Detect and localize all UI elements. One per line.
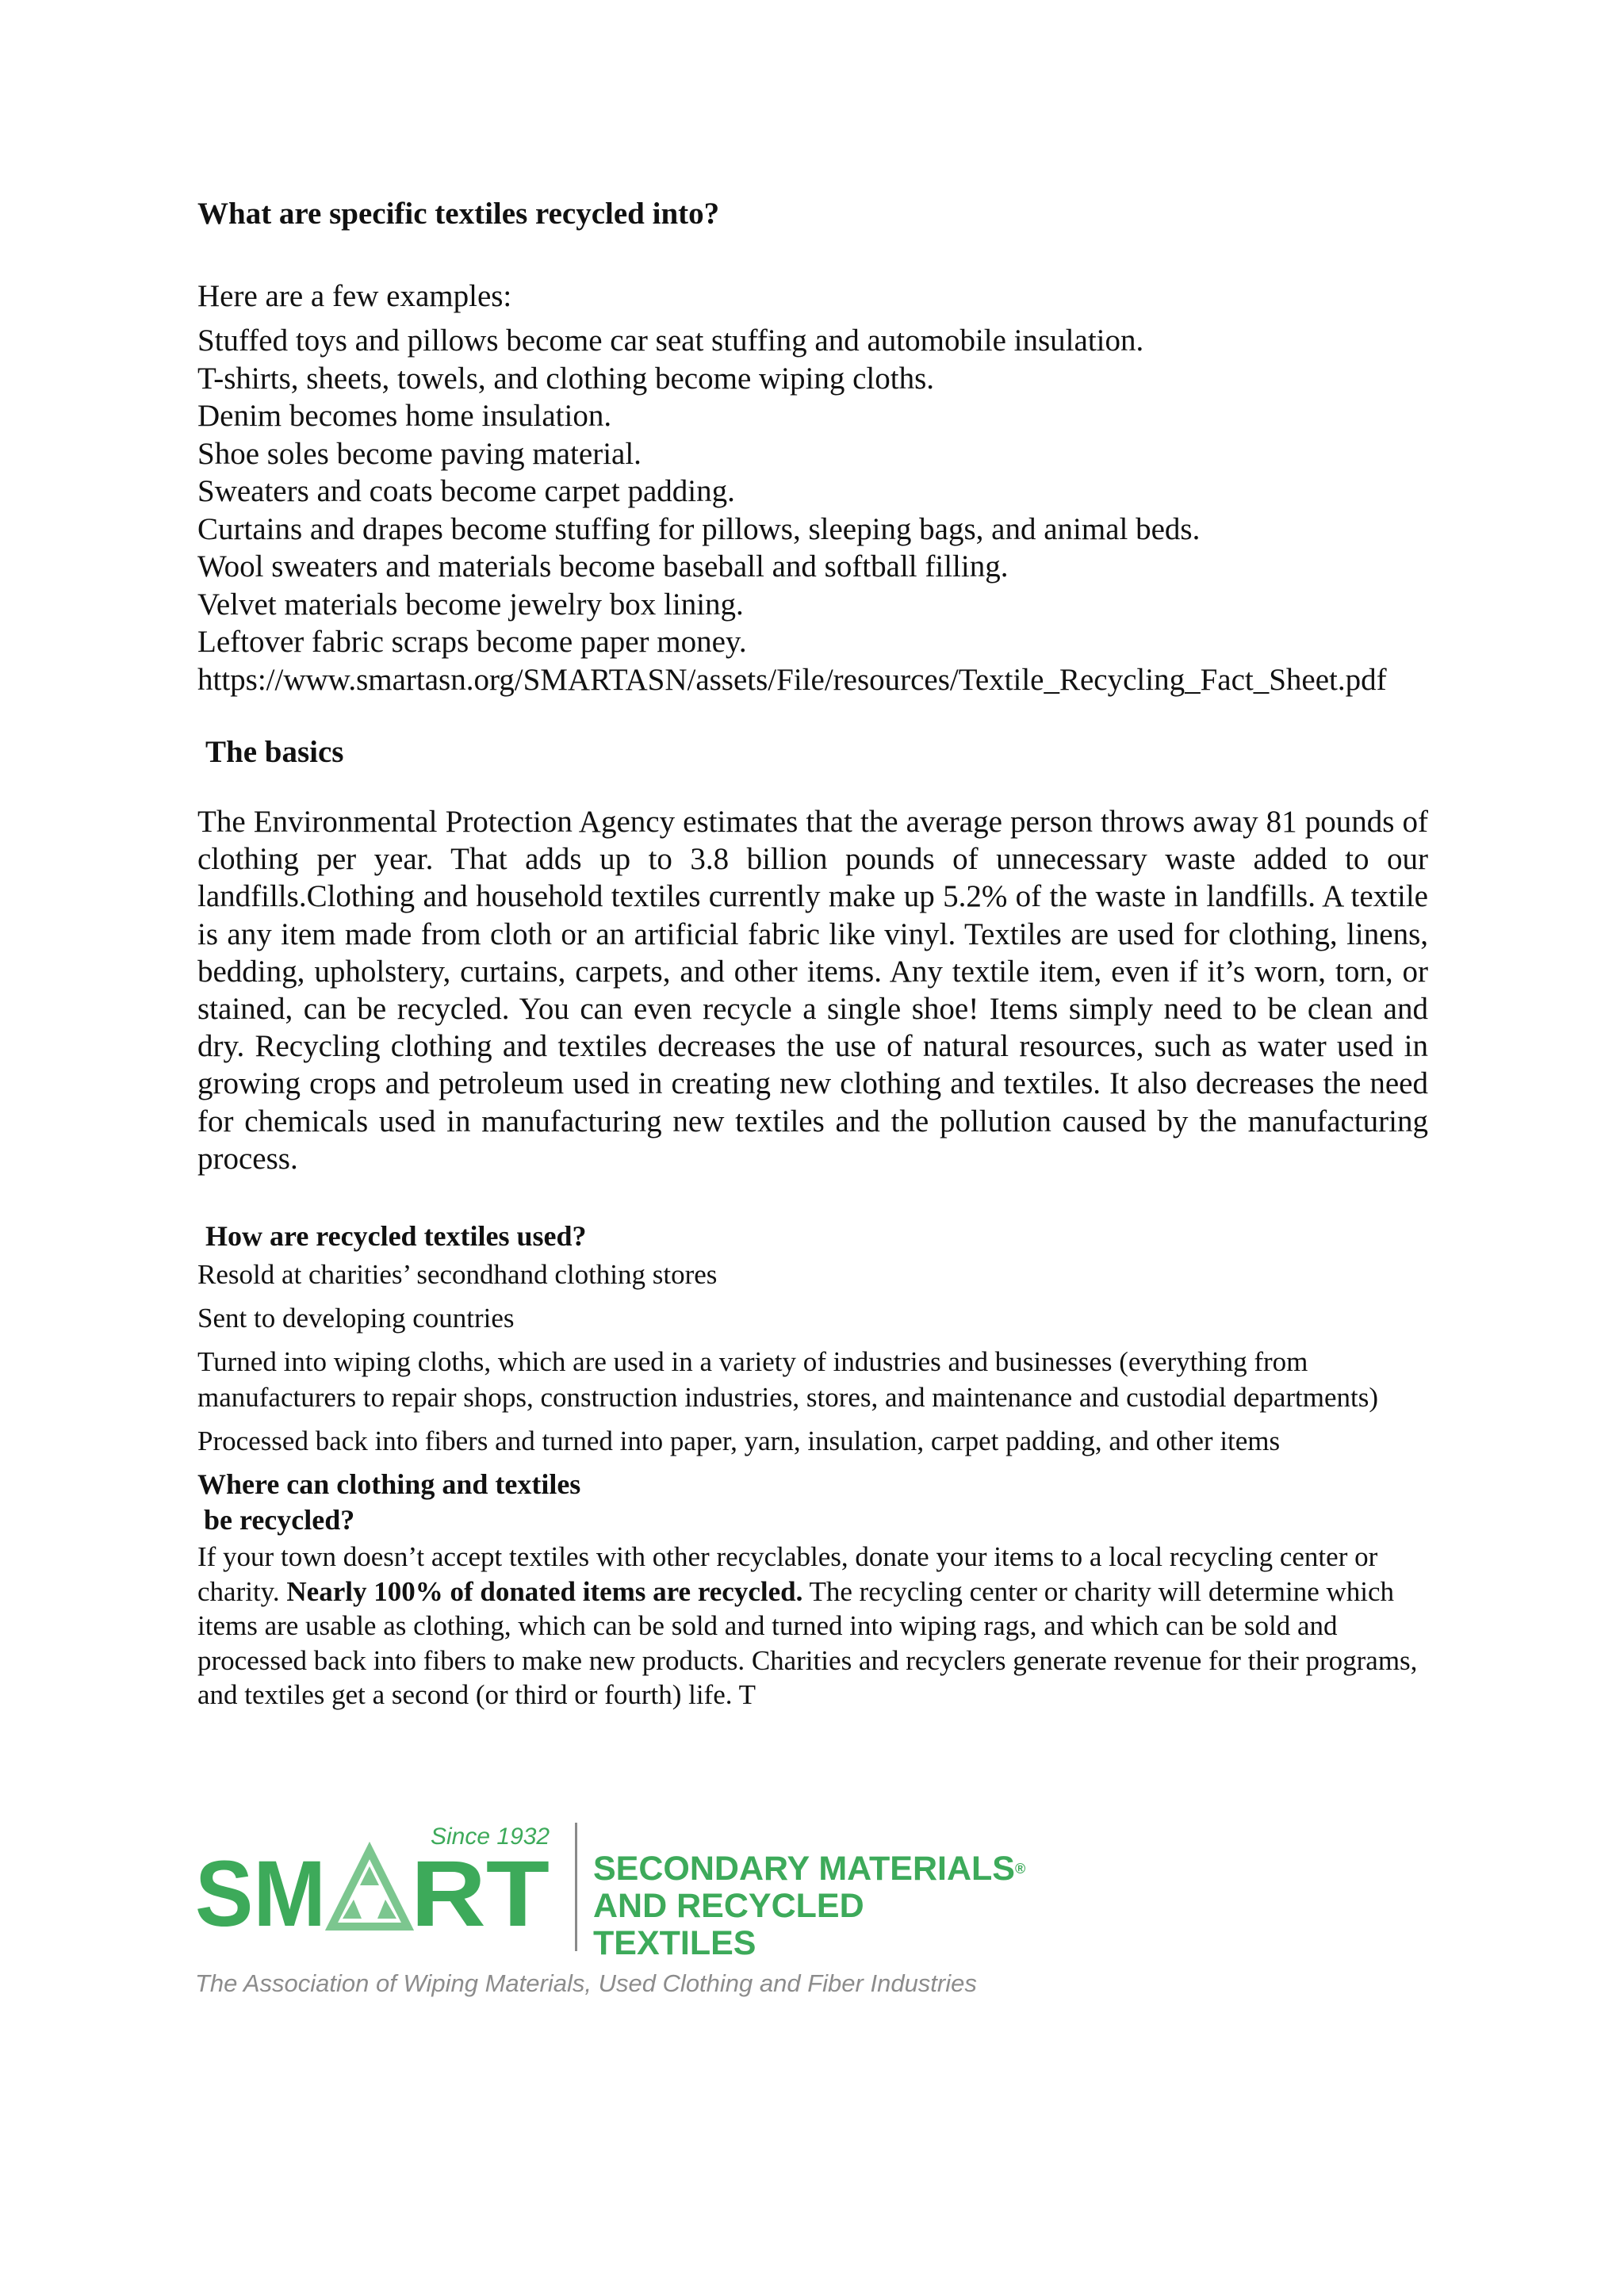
used-heading: How are recycled textiles used?	[205, 1220, 587, 1253]
list-item: Shoe soles become paving material.	[197, 436, 642, 471]
list-item: Processed back into fibers and turned into paper, yarn, insulation, carpet padding, and other items	[197, 1425, 1281, 1457]
examples-list	[197, 322, 1428, 661]
where-heading-line2: be recycled?	[204, 1504, 355, 1536]
source-link[interactable]: https://www.smartasn.org/SMARTASN/assets/File/resources/Textile_Recycling_Fact_Sheet.pdf	[197, 662, 1387, 697]
list-item: Stuffed toys and pillows become car seat stuffing and automobile insulation.	[197, 323, 1144, 358]
logo-divider	[575, 1823, 577, 1951]
logo-line1: SECONDARY MATERIALS®	[593, 1850, 1026, 1888]
logo-tagline: The Association of Wiping Materials, Used Clothing and Fiber Industries	[195, 1969, 977, 1997]
logo-wordmark	[593, 1850, 1036, 1962]
list-item: Wool sweaters and materials become baseball and softball filling.	[197, 549, 1009, 584]
where-paragraph	[197, 1540, 1428, 1712]
logo-sm-text: SM	[195, 1842, 326, 1946]
list-item: Turned into wiping cloths, which are used in a variety of industries and businesses (everything from manufacturers to repair shops, construction industries, stores, and maintenance and custodial departments)	[197, 1346, 1379, 1414]
where-heading	[197, 1467, 1428, 1538]
list-item: Leftover fabric scraps become paper money.	[197, 625, 747, 659]
logo-rt-text: RT	[411, 1842, 550, 1946]
uses-list	[197, 1257, 1428, 1459]
list-item: Denim becomes home insulation.	[197, 399, 612, 433]
where-text-end: The recycling center or charity will determine which items are usable as clothing, which can be sold and turned into wiping rags, and which can be sold and processed back into fibers to make new products. Charities and recyclers generate revenue for their programs, and textiles get a second (or third or fourth) life. T	[197, 1575, 1418, 1711]
logo-since-text: Since 1932	[431, 1823, 550, 1850]
intro-text: Here are a few examples:	[197, 279, 512, 313]
logo-line2: AND RECYCLED TEXTILES	[593, 1887, 864, 1962]
where-heading-line1: Where can clothing and textiles	[197, 1468, 581, 1501]
basics-paragraph: The Environmental Protection Agency estimates that the average person throws away 81 pounds of clothing per year. That adds up to 3.8 billion pounds of unnecessary waste added to our landfills.Clothing and household textiles currently make up 5.2% of the waste in landfills. A textile is any item made from cloth or an artificial fabric like vinyl. Textiles are used for clothing, linens, bedding, upholstery, curtains, carpets, and other items. Any textile item, even if it’s worn, torn, or stained, can be recycled. You can even recycle a single shoe! Items simply need to be clean and dry. Recycling clothing and textiles decreases the use of natural resources, such as water used in growing crops and petroleum used in creating new clothing and textiles. It also decreases the need for chemicals used in manufacturing new textiles and the pollution caused by the manufacturing process.	[197, 805, 1428, 1176]
recycle-icon	[331, 1850, 408, 1927]
where-text-bold: Nearly 100% of donated items are recycled.	[286, 1575, 803, 1607]
basics-heading: The basics	[205, 735, 344, 769]
list-item: Resold at charities’ secondhand clothing stores	[197, 1259, 718, 1291]
where-text-start: If your town doesn’t accept textiles with other recyclables, donate your items to a local recycling center or charity.	[197, 1541, 1378, 1607]
smart-logo-mark	[195, 1819, 568, 1954]
list-item: Curtains and drapes become stuffing for pillows, sleeping bags, and animal beds.	[197, 511, 1201, 546]
main-heading: What are specific textiles recycled into?	[197, 197, 720, 231]
list-item: Velvet materials become jewelry box lining.	[197, 587, 744, 622]
list-item: Sweaters and coats become carpet padding.	[197, 474, 735, 508]
list-item: Sent to developing countries	[197, 1303, 515, 1334]
list-item: T-shirts, sheets, towels, and clothing become wiping cloths.	[197, 361, 935, 396]
document-body	[197, 190, 1428, 1712]
smart-logo	[195, 1819, 1036, 2001]
